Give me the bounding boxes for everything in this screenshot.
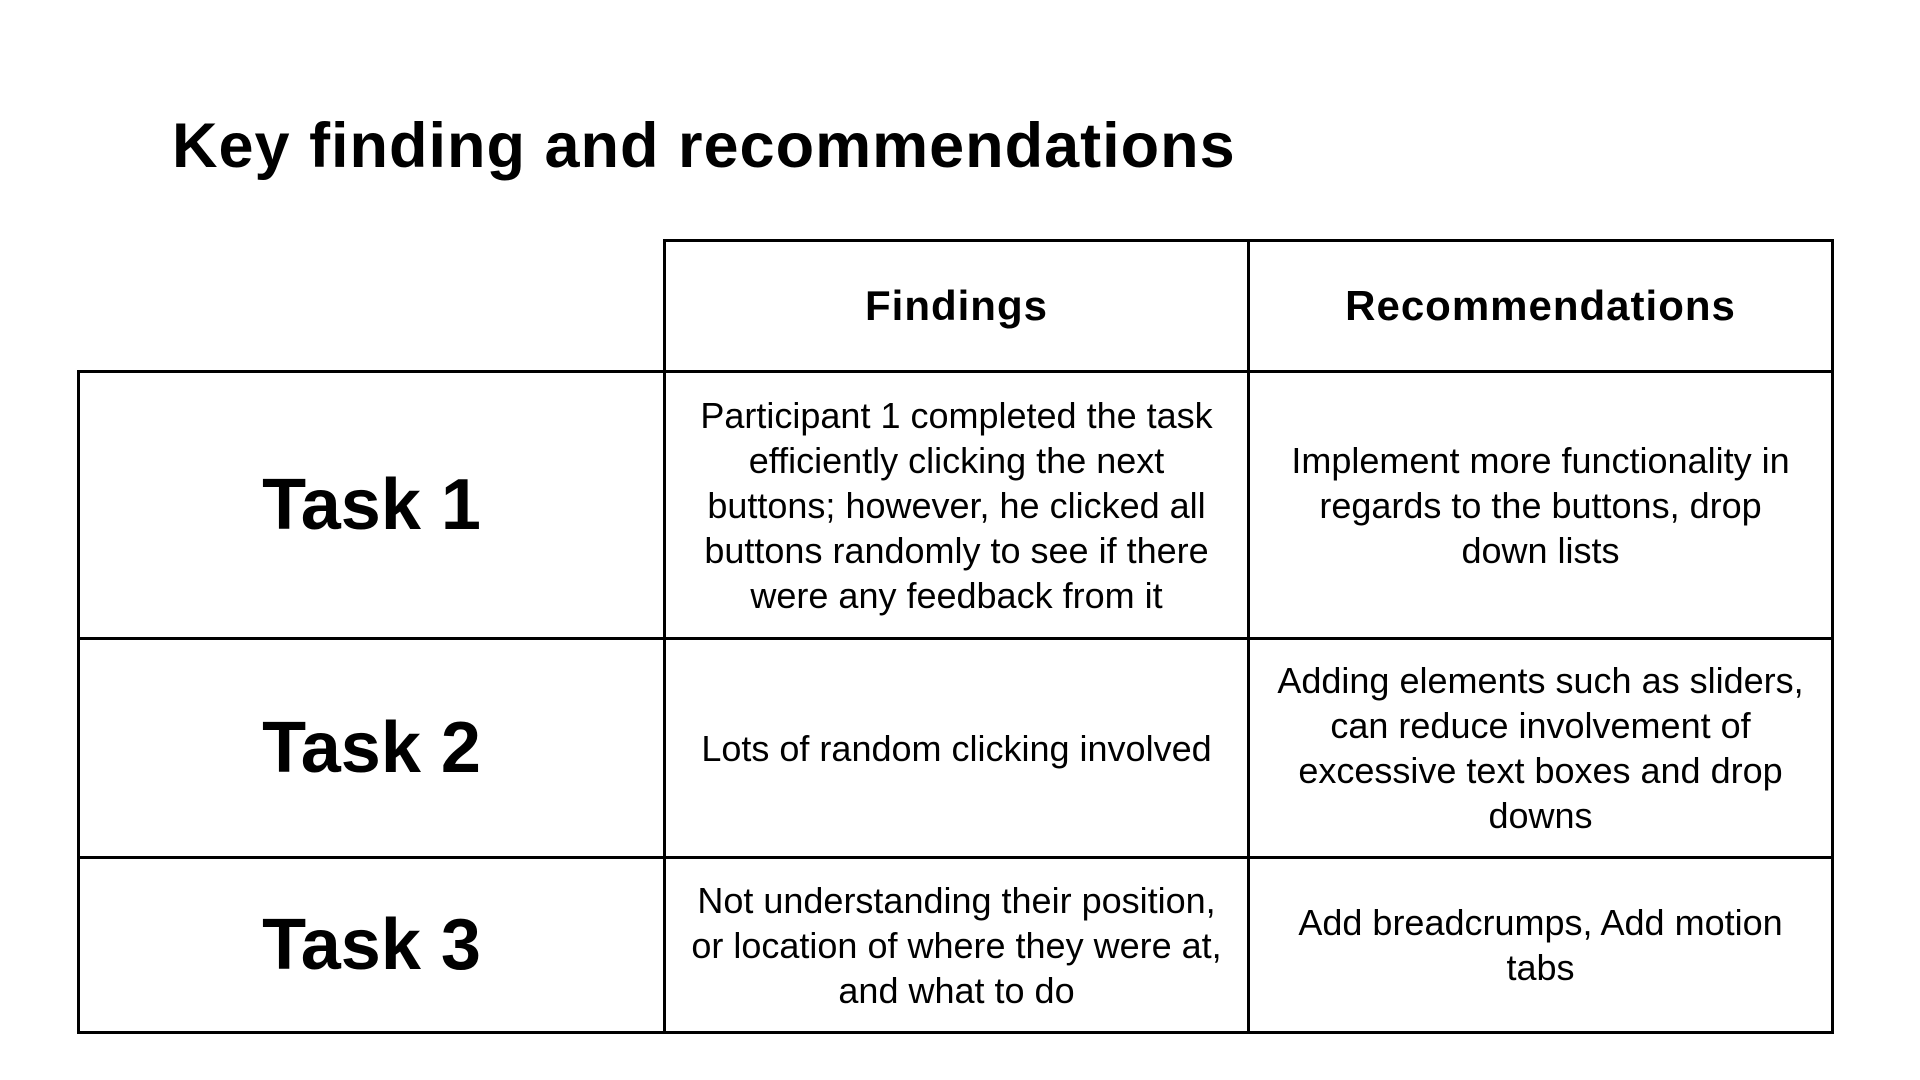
recommendation-cell: Adding elements such as sliders, can reduce involvement of excessive text boxes and drop downs (1249, 639, 1833, 858)
recommendation-cell: Implement more functionality in regards to the buttons, drop down lists (1249, 372, 1833, 639)
page-title: Key finding and recommendations (172, 111, 1236, 181)
finding-cell: Participant 1 completed the task efficiently clicking the next buttons; however, he clicked all buttons randomly to see if there were any feedback from it (665, 372, 1249, 639)
task-label: Task 1 (79, 372, 665, 639)
task-label: Task 2 (79, 639, 665, 858)
table-row (79, 639, 1833, 858)
finding-cell: Not understanding their position, or location of where they were at, and what to do (665, 858, 1249, 1033)
table-row (79, 858, 1833, 1033)
table-row (79, 372, 1833, 639)
table-header-row (79, 241, 1833, 372)
recommendation-cell: Add breadcrumps, Add motion tabs (1249, 858, 1833, 1033)
column-header-findings: Findings (665, 241, 1249, 372)
finding-cell: Lots of random clicking involved (665, 639, 1249, 858)
column-header-recommendations: Recommendations (1249, 241, 1833, 372)
findings-table (77, 239, 1834, 1034)
empty-corner-cell (79, 241, 665, 372)
task-label: Task 3 (79, 858, 665, 1033)
